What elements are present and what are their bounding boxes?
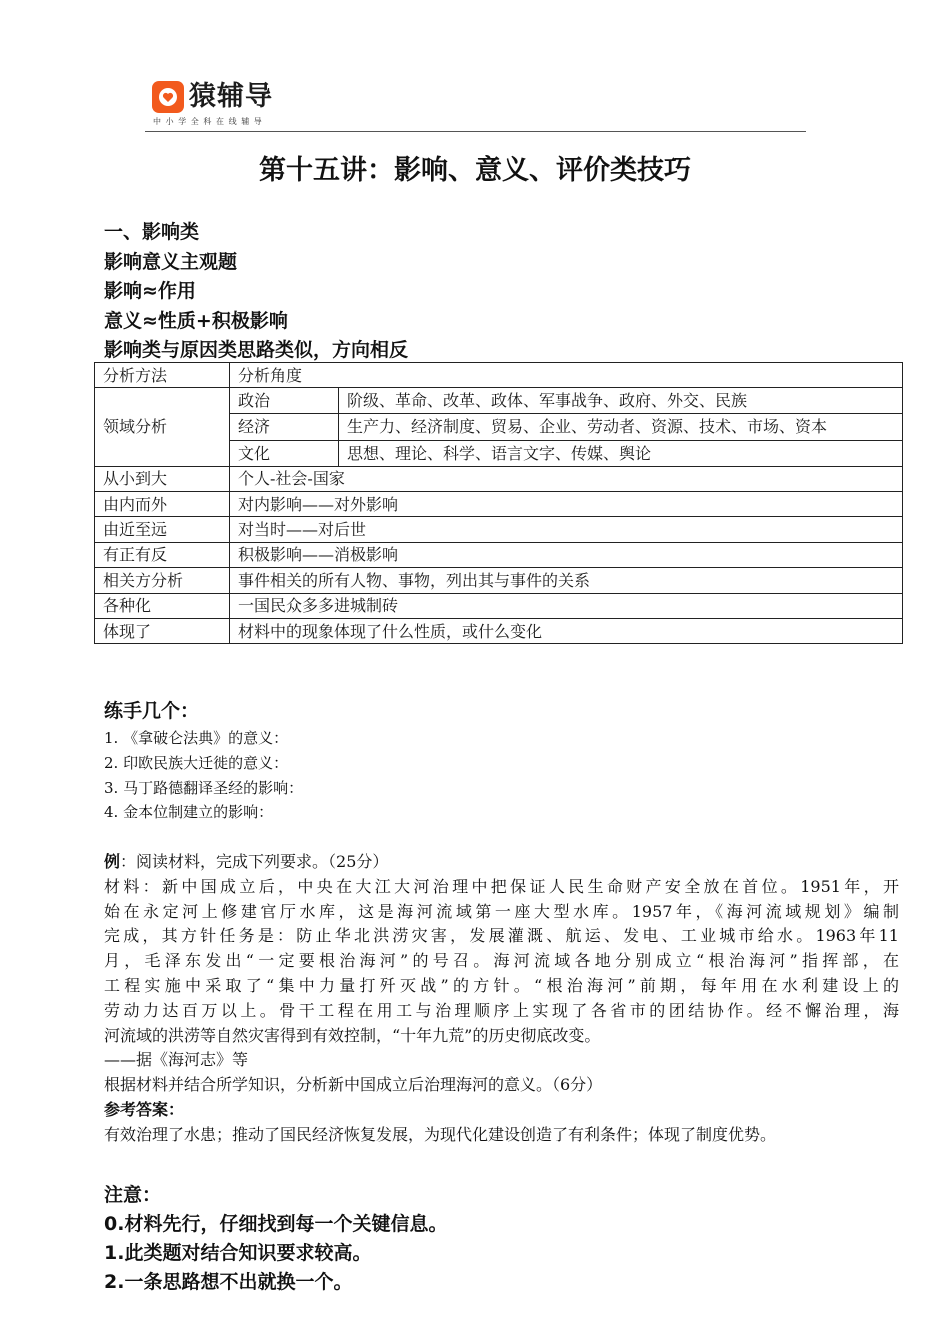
table-cell: 由内而外: [95, 491, 230, 516]
list-item: 4. 金本位制建立的影响：: [104, 803, 274, 822]
table-header-cell: 分析角度: [230, 363, 903, 388]
example-question: 根据材料并结合所学知识，分析新中国成立后治理海河的意义。（6分）: [104, 1075, 603, 1095]
material-line: 工程实施中采取了“集中力量打歼灭战”的方针。“根治海河”前期，每年用在水利建设上的: [104, 975, 899, 995]
material-line: 月，毛泽东发出“一定要根治海河”的号召。海河流域各地分别成立“根治海河”指挥部，在: [104, 951, 899, 971]
table-row: [95, 491, 903, 516]
table-row: [95, 466, 903, 491]
note-item: 1.此类题对结合知识要求较高。: [104, 1242, 372, 1264]
material-source: ——据《海河志》等: [104, 1050, 249, 1070]
example-prompt-line: [104, 850, 899, 875]
table-cell: 政治: [230, 388, 339, 413]
page-title: 第十五讲：影响、意义、评价类技巧: [259, 155, 691, 186]
table-cell: 相关方分析: [95, 568, 230, 593]
table-row: [95, 388, 903, 413]
table-cell: 经济: [230, 413, 339, 440]
table-cell: 积极影响——消极影响: [230, 542, 903, 567]
table-cell: 从小到大: [95, 466, 230, 491]
table-row: [95, 542, 903, 567]
example-label: 例: [104, 852, 121, 871]
section-line: 影响≈作用: [104, 280, 196, 302]
table-cell: 对当时——对后世: [230, 517, 903, 542]
table-cell: 由近至远: [95, 517, 230, 542]
material-line: 完成，其方针任务是：防止华北洪涝灾害，发展灌溉、航运、发电、工业城市给水。1963年11: [104, 926, 899, 946]
table-cell: 对内影响——对外影响: [230, 491, 903, 516]
answer-label: 参考答案：: [104, 1099, 185, 1119]
table-cell: 有正有反: [95, 542, 230, 567]
section-heading: 一、影响类: [104, 221, 200, 243]
table-header-row: [95, 363, 903, 388]
answer-text: 有效治理了水患；推动了国民经济恢复发展，为现代化建设创造了有利条件；体现了制度优势。: [104, 1124, 777, 1144]
table-cell: 思想、理论、科学、语言文字、传媒、舆论: [339, 441, 903, 466]
table-cell: 材料中的现象体现了什么性质，或什么变化: [230, 618, 903, 643]
section-line: 意义≈性质+积极影响: [104, 309, 288, 332]
brand-logo: [152, 81, 273, 113]
note-item: 0.材料先行，仔细找到每一个关键信息。: [104, 1213, 448, 1235]
section-intro: [104, 218, 408, 366]
brand-tagline: 中小学全科在线辅导: [153, 117, 267, 126]
table-cell: 事件相关的所有人物、事物，列出其与事件的关系: [230, 568, 903, 593]
notes-title: 注意：: [104, 1184, 162, 1206]
list-item: 1. 《拿破仑法典》的意义：: [104, 729, 289, 747]
brand-name: 猿辅导: [189, 81, 273, 112]
table-cell: 文化: [230, 441, 339, 466]
table-row: [95, 517, 903, 542]
table-cell: 个人-社会-国家: [230, 466, 903, 491]
table-cell: 一国民众多多进城制砖: [230, 593, 903, 618]
material-line: 始在永定河上修建官厅水库，这是海河流域第一座大型水库。1957年，《海河流域规划》编制: [104, 901, 899, 921]
table-cell: 体现了: [95, 618, 230, 643]
header-divider: [145, 131, 806, 132]
material-line: 材料：新中国成立后，中央在大江大河治理中把保证人民生命财产安全放在首位。1951年，开: [104, 876, 899, 896]
practice-list: [104, 726, 303, 825]
table-cell-domain-label: 领域分析: [95, 388, 230, 466]
table-header-cell: 分析方法: [95, 363, 230, 388]
notes-block: [104, 1180, 447, 1297]
brand-heart-icon: [152, 81, 184, 113]
material-line: 河流域的洪涝等自然灾害得到有效控制，“十年九荒”的历史彻底改变。: [104, 1025, 601, 1045]
analysis-methods-table: [94, 362, 903, 644]
table-row: [95, 618, 903, 643]
section-line: 影响类与原因类思路类似，方向相反: [104, 339, 409, 361]
table-cell: 各种化: [95, 593, 230, 618]
example-block: [104, 850, 899, 1148]
table-cell: 生产力、经济制度、贸易、企业、劳动者、资源、技术、市场、资本: [339, 413, 903, 440]
list-item: 3. 马丁路德翻译圣经的影响：: [104, 778, 304, 797]
list-item: 2. 印欧民族大迁徙的意义：: [104, 753, 289, 772]
table-cell: 阶级、革命、改革、政体、军事战争、政府、外交、民族: [339, 388, 903, 413]
section-line: 影响意义主观题: [104, 250, 238, 273]
practice-title: 练手几个：: [104, 700, 200, 722]
material-line: 劳动力达百万以上。骨干工程在用工与治理顺序上实现了各省市的团结协作。经不懈治理，海: [104, 1000, 899, 1020]
note-item: 2.一条思路想不出就换一个。: [104, 1271, 353, 1293]
example-prompt: ：阅读材料，完成下列要求。（25分）: [120, 852, 389, 871]
table-row: [95, 568, 903, 593]
table-row: [95, 593, 903, 618]
